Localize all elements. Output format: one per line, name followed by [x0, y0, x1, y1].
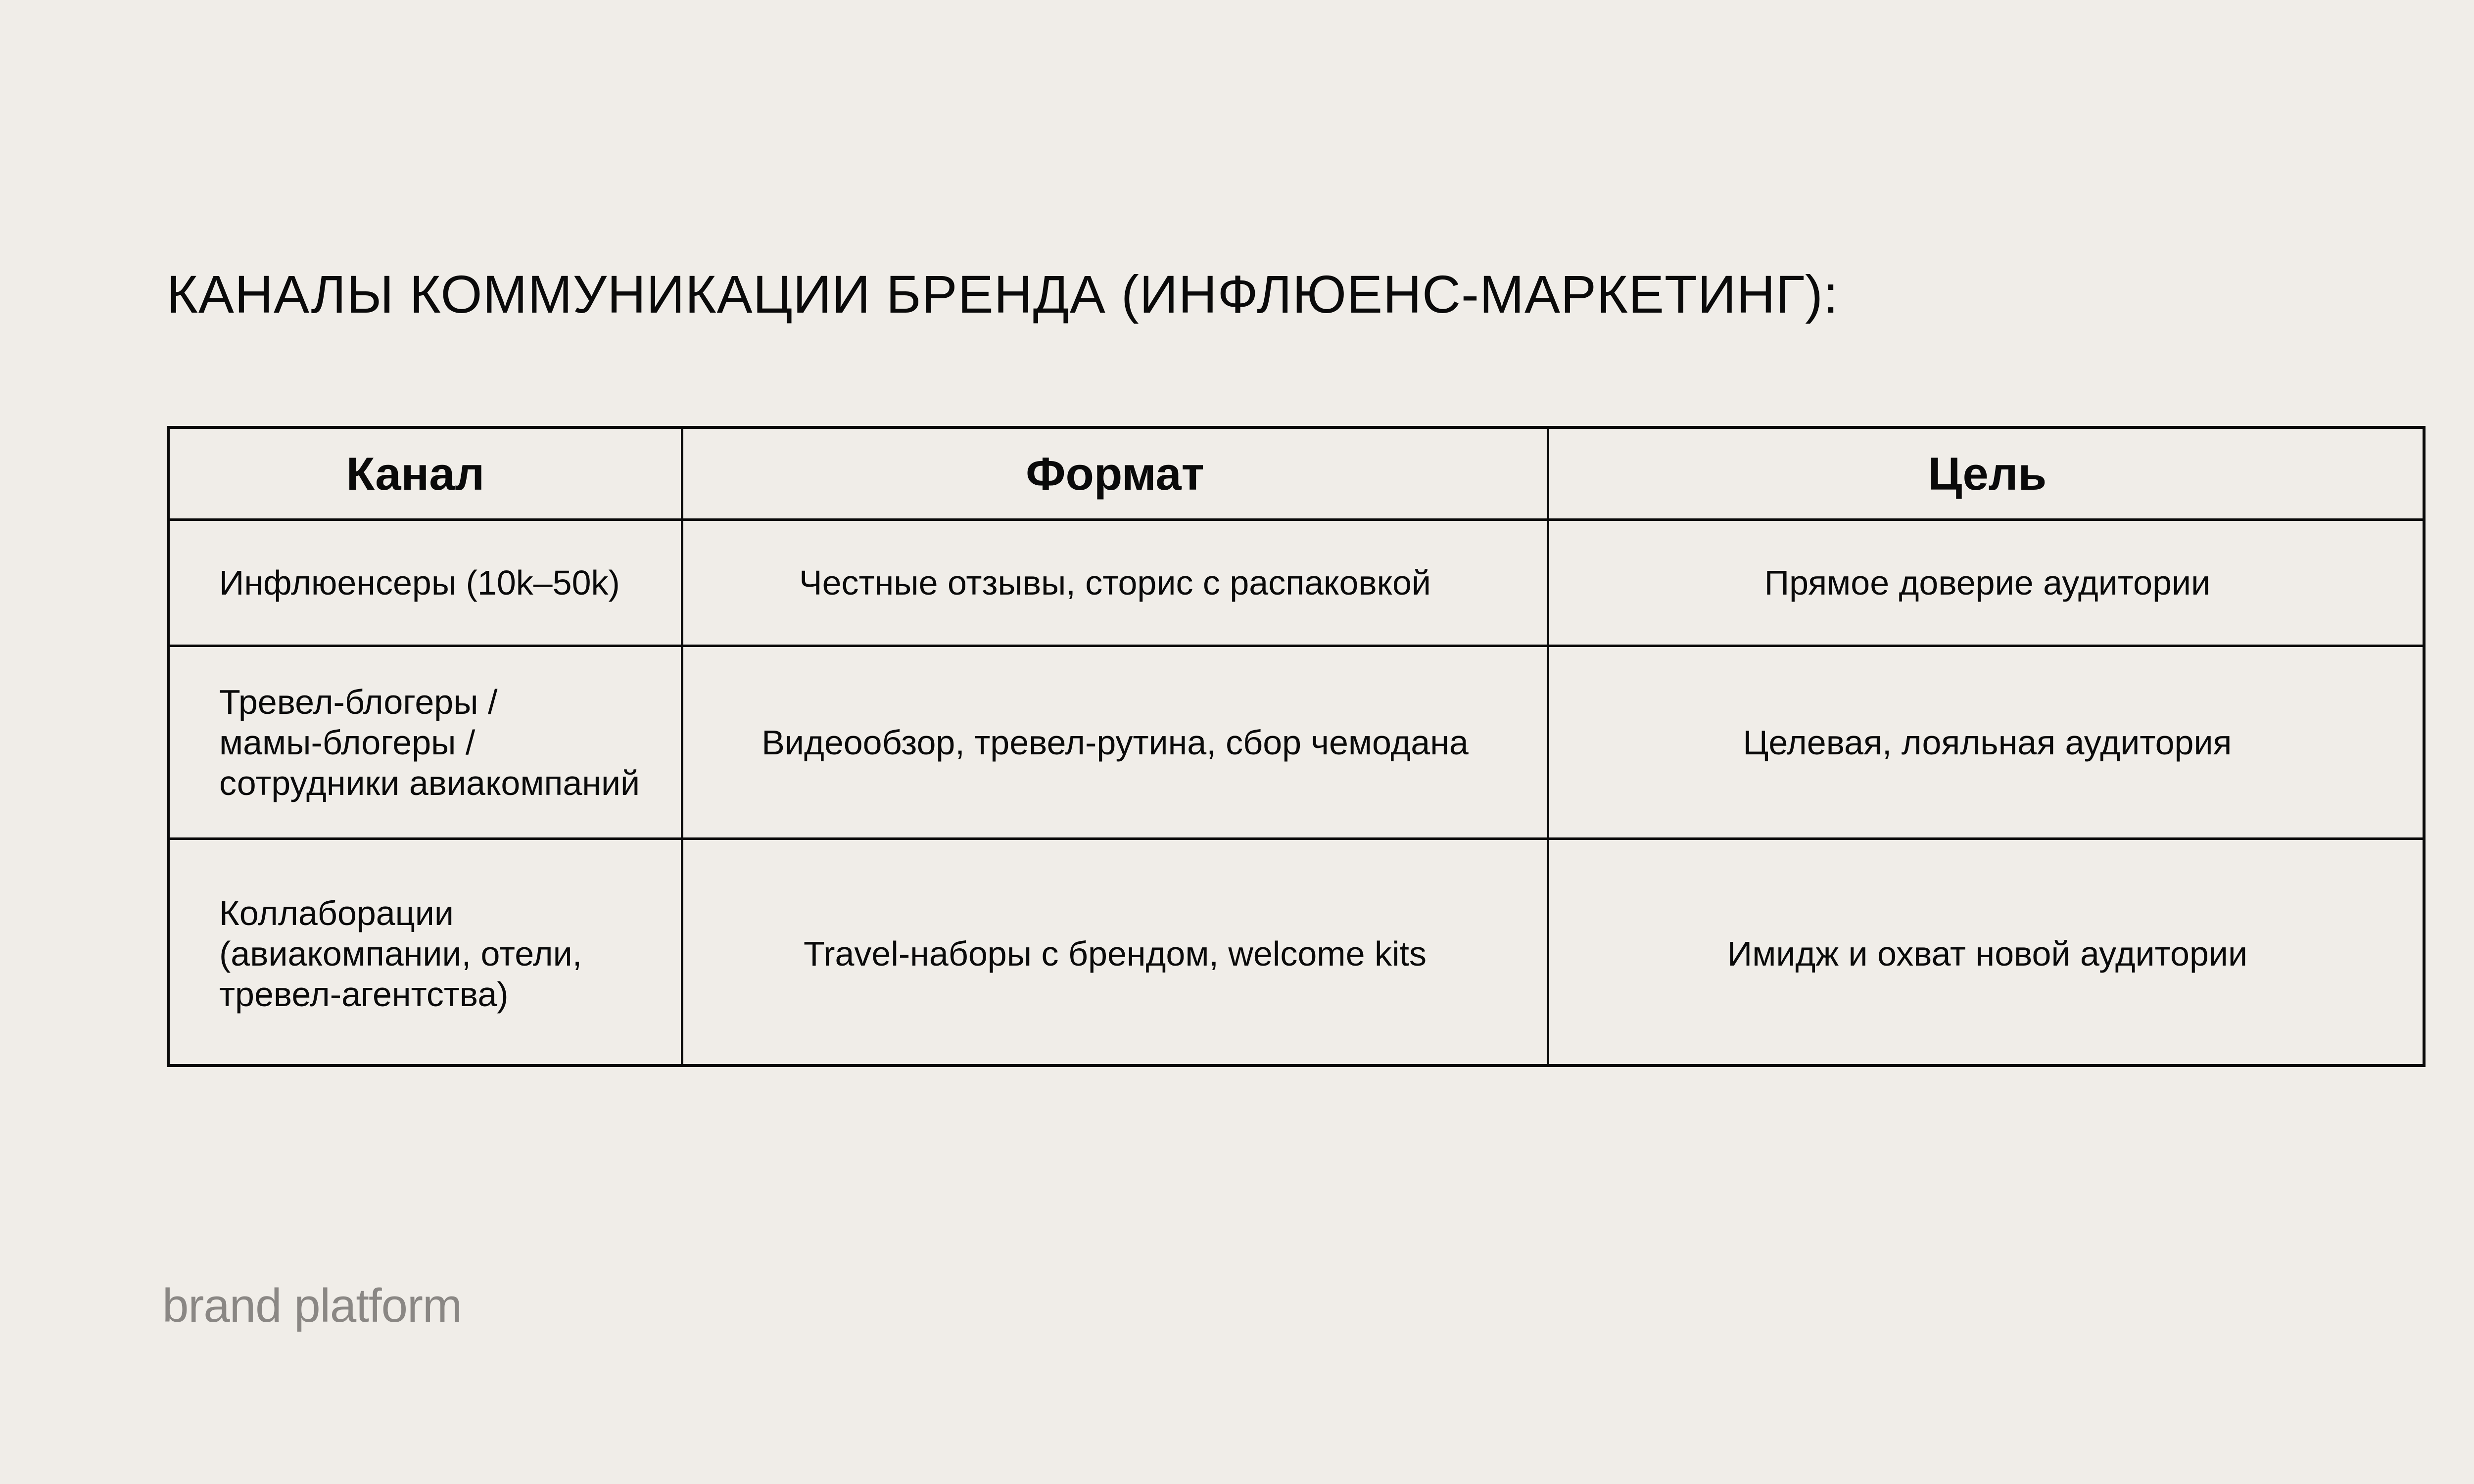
table-cell [1549, 647, 2426, 837]
column-header-channel: Канал [346, 447, 485, 500]
table-cell [170, 840, 683, 1067]
table-row [170, 840, 2423, 1067]
page-title: КАНАЛЫ КОММУНИКАЦИИ БРЕНДА (ИНФЛЮЕНС-МАРКЕТИНГ): [167, 264, 1839, 324]
table-cell [1549, 840, 2426, 1067]
cell-format: Видеообзор, тревел-рутина, сбор чемодана [761, 723, 1469, 762]
table-row [170, 647, 2423, 840]
table-cell [683, 521, 1549, 645]
header-cell-goal [1549, 429, 2426, 518]
table-cell [170, 647, 683, 837]
table-cell [683, 840, 1549, 1067]
cell-channel: Инфлюенсеры (10k–50k) [219, 563, 620, 602]
cell-goal: Прямое доверие аудитории [1764, 563, 2211, 602]
header-cell-format [683, 429, 1549, 518]
table-row [170, 521, 2423, 647]
table-header-row [170, 429, 2423, 521]
channels-table [167, 426, 2426, 1067]
cell-channel: Коллаборации (авиакомпании, отели, тревел-агентства) [219, 893, 582, 1014]
cell-goal: Целевая, лояльная аудитория [1743, 723, 2232, 762]
cell-channel: Тревел-блогеры / мамы-блогеры / сотрудники авиакомпаний [219, 682, 640, 802]
column-header-goal: Цель [1928, 447, 2047, 500]
cell-format: Travel-наборы с брендом, welcome kits [803, 934, 1427, 973]
cell-goal: Имидж и охват новой аудитории [1727, 934, 2248, 973]
header-cell-channel [170, 429, 683, 518]
cell-format: Честные отзывы, сторис с распаковкой [799, 563, 1431, 602]
table-cell [683, 647, 1549, 837]
footer-brand-label: brand platform [162, 1279, 462, 1332]
table-cell [1549, 521, 2426, 645]
table-cell [170, 521, 683, 645]
column-header-format: Формат [1026, 447, 1204, 500]
